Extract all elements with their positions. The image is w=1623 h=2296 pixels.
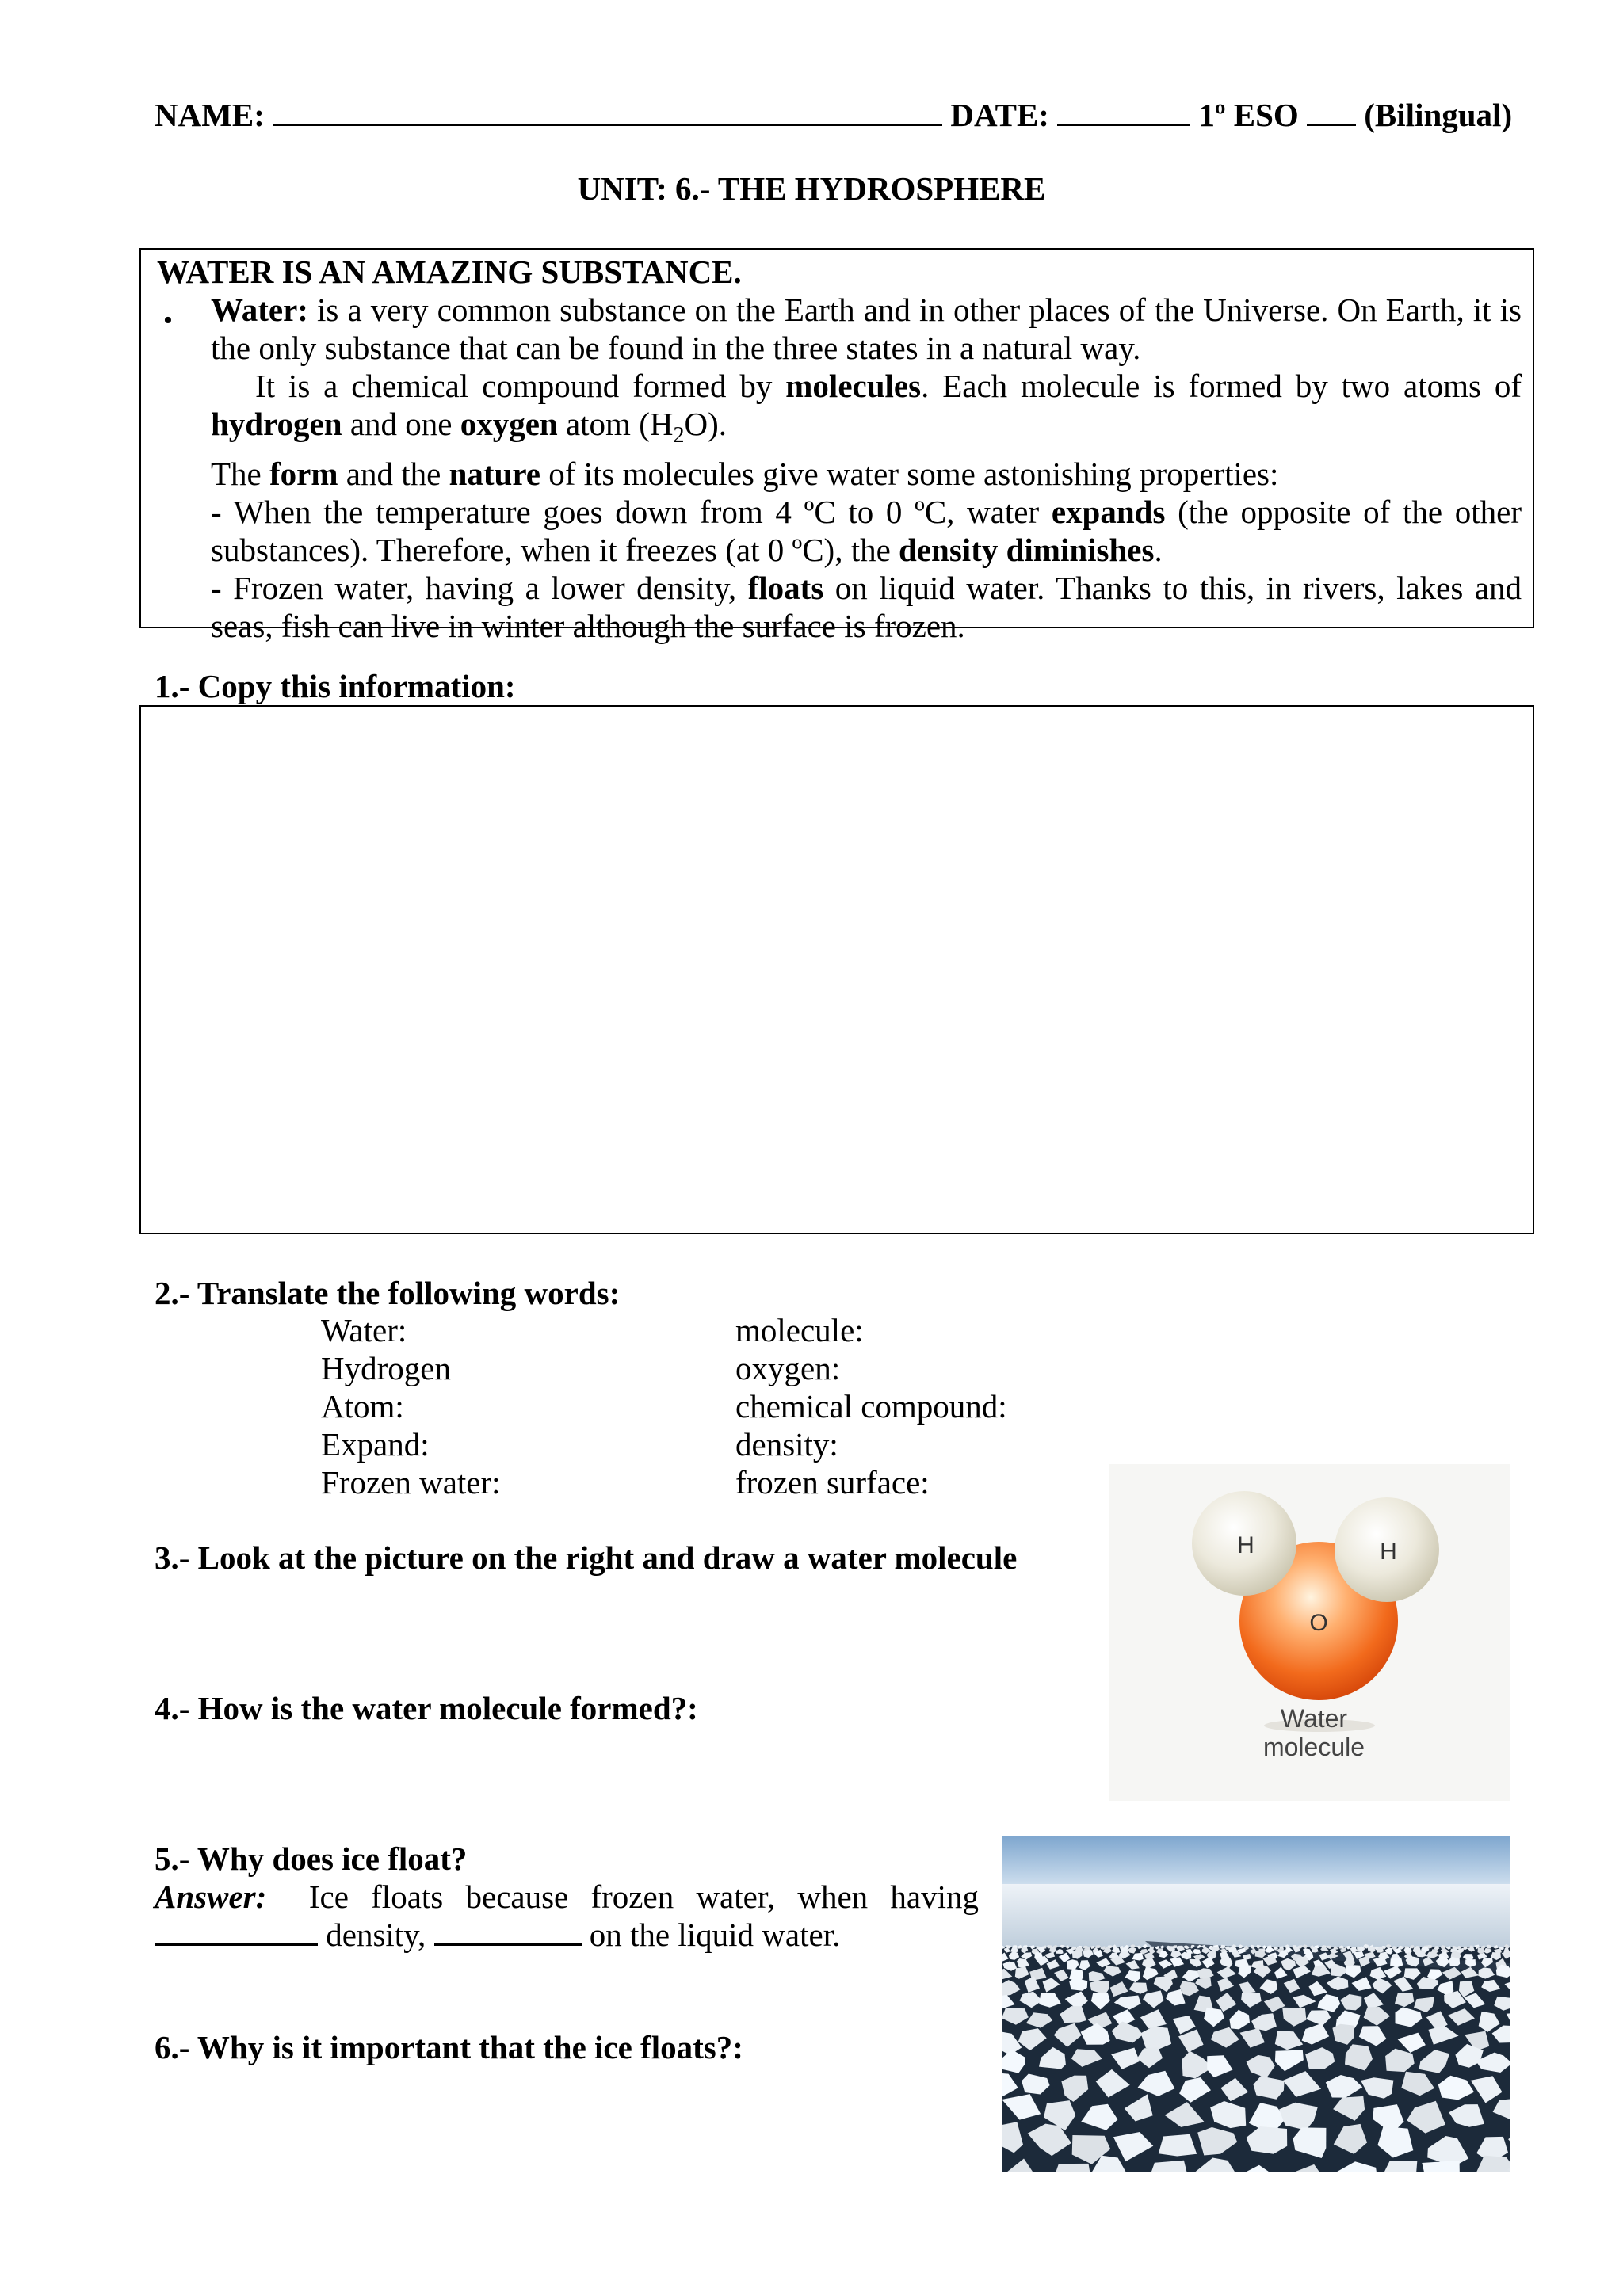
name-field[interactable] [273, 95, 942, 126]
p5-text-a: - Frozen water, having a lower density, [211, 570, 748, 607]
p4-expands: expands [1051, 494, 1166, 531]
p4-text-b: (the opposite of the other substances). Therefore, when it freezes (at 0 ºC), the [211, 494, 1522, 569]
name-label: NAME: [155, 97, 265, 133]
info-box [139, 248, 1534, 645]
info-paragraph-4 [211, 493, 1522, 569]
p3-form: form [269, 456, 338, 493]
p2-text-a: It is a chemical compound formed by [255, 368, 786, 404]
molecule-caption-2: molecule [1262, 1733, 1365, 1761]
molecule-caption-1: Water [1280, 1704, 1348, 1733]
p2-subscript: 2 [673, 423, 685, 448]
group-field[interactable] [1307, 95, 1356, 126]
p5-text-b: on liquid water. Thanks to this, in rivers, lakes and seas, fish can live in winter although the surface is frozen. [211, 570, 1522, 645]
p3-text-c: of its molecules give water some astonishing properties: [540, 456, 1279, 493]
p3-text-b: and the [338, 456, 449, 493]
water-definition: is a very common substance on the Earth and in other places of the Universe. On Earth, it is the only substance that can be found in the three states in a natural way. [211, 292, 1522, 366]
answer-blank-2[interactable] [434, 1917, 582, 1946]
question-5-answer [155, 1878, 979, 1954]
info-paragraph-2 [211, 367, 1522, 455]
word-item: Hydrogen [321, 1350, 451, 1386]
p2-molecules: molecules [785, 368, 922, 404]
course-label: 1º ESO [1198, 97, 1299, 133]
sea-ice-illustration [1002, 1836, 1510, 2172]
question-1: 1.- Copy this information: [155, 668, 516, 704]
ice-floe [1159, 2134, 1197, 2157]
answer-label: Answer: [155, 1878, 267, 1915]
bilingual-label: (Bilingual) [1364, 97, 1513, 133]
page-title: UNIT: 6.- THE HYDROSPHERE [577, 170, 1046, 207]
h-label-right: H [1380, 1539, 1397, 1565]
p4-text-a: - When the temperature goes down from 4 ºC to 0 ºC, water [211, 494, 1052, 531]
ice-floe [1449, 1957, 1460, 1966]
p2-text-b: . Each molecule is formed by two atoms of [921, 368, 1522, 404]
p5-floats: floats [747, 570, 824, 607]
p2-oxygen: oxygen [460, 406, 558, 442]
info-paragraph-1 [211, 291, 1522, 367]
words-left-column [321, 1311, 501, 1501]
question-6: 6.- Why is it important that the ice floats?: [155, 2029, 743, 2065]
answer-text-a: Ice floats because frozen water, when having [308, 1878, 979, 1915]
ice-floe [1193, 1949, 1201, 1954]
water-molecule-image [1109, 1464, 1510, 1801]
word-item: density: [735, 1426, 838, 1463]
header-line [155, 95, 1526, 134]
date-label: DATE: [950, 97, 1049, 133]
word-item: Frozen water: [321, 1464, 501, 1501]
word-item: Atom: [321, 1388, 404, 1425]
h-label-left: H [1237, 1532, 1254, 1558]
question-2: 2.- Translate the following words: [155, 1275, 621, 1311]
info-paragraph-3 [211, 455, 1522, 493]
water-molecule-illustration [1109, 1464, 1510, 1801]
question-5: 5.- Why does ice float? [155, 1840, 468, 1877]
date-field[interactable] [1057, 95, 1190, 126]
word-item: Expand: [321, 1426, 430, 1463]
words-right-column [735, 1311, 1007, 1501]
p2-text-e: O). [684, 406, 727, 442]
p2-hydrogen: hydrogen [211, 406, 342, 442]
question-3: 3.- Look at the picture on the right and draw a water molecule [155, 1539, 1018, 1576]
p3-text-a: The [211, 456, 269, 493]
info-heading: WATER IS AN AMAZING SUBSTANCE. [157, 254, 742, 290]
word-item: chemical compound: [735, 1388, 1007, 1425]
answer-text-b: density, [318, 1917, 434, 1953]
sea-ice-photo [1002, 1836, 1510, 2172]
answer-text-c: on the liquid water. [581, 1917, 841, 1953]
ice-floe [1054, 2164, 1090, 2172]
p4-density: density diminishes [899, 532, 1155, 569]
o-label: O [1309, 1610, 1328, 1636]
p2-text-d: atom (H [557, 406, 674, 442]
word-item: Water: [321, 1312, 407, 1348]
p4-text-c: . [1154, 532, 1163, 569]
copy-answer-box[interactable] [139, 705, 1534, 1234]
water-term: Water: [211, 292, 308, 328]
p3-nature: nature [449, 456, 540, 493]
question-4: 4.- How is the water molecule formed?: [155, 1690, 698, 1726]
p2-text-c: and one [342, 406, 460, 442]
word-item: molecule: [735, 1312, 864, 1348]
word-item: frozen surface: [735, 1464, 930, 1501]
bullet-icon: • [163, 306, 173, 335]
info-paragraph-5 [211, 569, 1522, 645]
word-item: oxygen: [735, 1350, 841, 1386]
answer-blank-1[interactable] [155, 1917, 318, 1946]
